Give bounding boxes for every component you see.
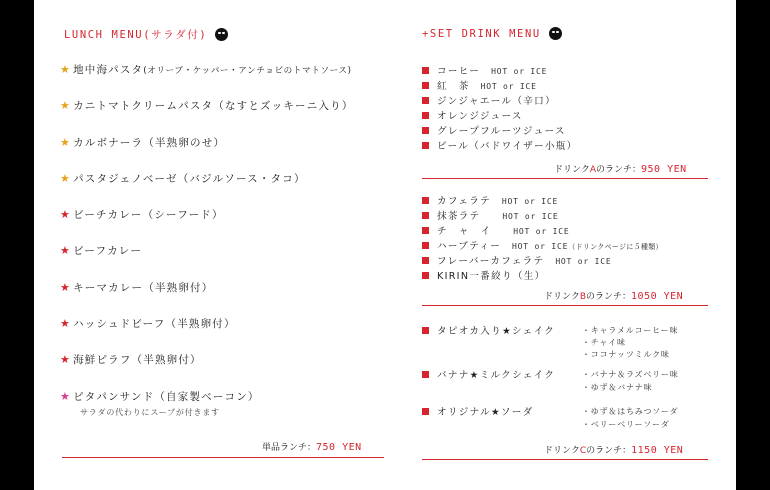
drink-item: カフェラテ HOT or ICE <box>422 193 558 207</box>
drink-item: チ ャ イ HOT or ICE <box>422 223 569 237</box>
drink-item: 抹茶ラテ HOT or ICE <box>422 208 559 222</box>
bullet-icon <box>422 227 429 234</box>
bullet-icon <box>422 371 429 378</box>
star-icon: ★ <box>60 136 72 149</box>
star-icon: ★ <box>60 172 72 185</box>
drink-item: バナナ★ミルクシェイク <box>422 367 555 381</box>
drink-item: オリジナル★ソーダ <box>422 404 534 418</box>
bullet-icon <box>422 408 429 415</box>
divider <box>422 459 708 460</box>
bullet-icon <box>422 242 429 249</box>
lunch-item: ★ パスタジェノベーゼ（バジルソース・タコ） <box>60 172 306 185</box>
smiley-face-icon <box>549 27 562 40</box>
flavor-option: ・ベリーベリーソーダ <box>582 420 670 429</box>
lunch-item: ★ カルボナーラ（半熟卵のせ） <box>60 136 226 149</box>
lunch-item: ★ 海鮮ピラフ（半熟卵付） <box>60 353 202 366</box>
star-icon: ★ <box>60 281 72 294</box>
bullet-icon <box>422 197 429 204</box>
bullet-icon <box>422 257 429 264</box>
soup-note: サラダの代わりにスープが付きます <box>80 408 220 417</box>
bullet-icon <box>422 212 429 219</box>
star-icon: ★ <box>60 63 72 76</box>
drink-item: フレーバーカフェラテ HOT or ICE <box>422 253 611 267</box>
menu-page <box>34 0 736 490</box>
drink-b-lunch-price: ドリンクBのランチ：1050 YEN <box>544 291 684 302</box>
drink-item: オレンジジュース <box>422 108 523 122</box>
drink-c-lunch-price: ドリンクCのランチ：1150 YEN <box>544 445 684 456</box>
star-icon: ★ <box>60 317 72 330</box>
drink-item: KIRIN一番絞り（生） <box>422 268 546 282</box>
drink-item: コーヒー HOT or ICE <box>422 63 547 77</box>
star-icon: ★ <box>60 353 72 366</box>
flavor-option: ・ココナッツミルク味 <box>582 350 670 359</box>
flavor-option: ・バナナ＆ラズベリー味 <box>582 370 679 379</box>
drink-item: ハーブティー HOT or ICE（ドリンクページに５種類） <box>422 238 663 252</box>
drink-item: ジンジャエール（辛口） <box>422 93 556 107</box>
flavor-option: ・チャイ味 <box>582 338 626 347</box>
bullet-icon <box>422 327 429 334</box>
bullet-icon <box>422 82 429 89</box>
lunch-title: LUNCH MENU(サラダ付) <box>64 27 228 42</box>
flavor-option: ・ゆず＆バナナ味 <box>582 383 653 392</box>
drink-item: グレープフルーツジュース <box>422 123 566 137</box>
lunch-item: ★ キーマカレー（半熟卵付） <box>60 281 214 294</box>
star-icon: ★ <box>60 244 72 257</box>
divider <box>62 457 384 458</box>
flavor-option: ・ゆず＆はちみつソーダ <box>582 407 679 416</box>
star-icon: ★ <box>60 208 72 221</box>
bullet-icon <box>422 67 429 74</box>
lunch-item: ★ ビーチカレー（シーフード） <box>60 208 224 221</box>
star-icon: ★ <box>60 99 72 112</box>
divider <box>422 305 708 306</box>
single-lunch-price: 単品ランチ：750 YEN <box>262 442 362 453</box>
bullet-icon <box>422 97 429 104</box>
drink-item: 紅 茶 HOT or ICE <box>422 78 537 92</box>
bullet-icon <box>422 112 429 119</box>
bullet-icon <box>422 127 429 134</box>
drink-a-lunch-price: ドリンクAのランチ：950 YEN <box>554 164 687 175</box>
bullet-icon <box>422 142 429 149</box>
lunch-item: ★ ピタパンサンド（自家製ベーコン） <box>60 390 260 403</box>
lunch-item: ★ ハッシュドビーフ（半熟卵付） <box>60 317 236 330</box>
lunch-item: ★ カニトマトクリームパスタ（なすとズッキーニ入り） <box>60 99 354 112</box>
drink-item: タピオカ入り★シェイク <box>422 323 555 337</box>
divider <box>422 178 708 179</box>
flavor-option: ・キャラメルコーヒー味 <box>582 326 679 335</box>
drink-title: +SET DRINK MENU <box>422 27 562 40</box>
lunch-item: ★ ビーフカレー <box>60 244 143 257</box>
lunch-item: ★ 地中海パスタ(オリーブ・ケッパー・アンチョビのトマトソース) <box>60 63 352 76</box>
drink-item: ビール（バドワイザー小瓶） <box>422 138 578 152</box>
star-icon: ★ <box>60 390 72 403</box>
smiley-face-icon <box>215 28 228 41</box>
bullet-icon <box>422 272 429 279</box>
